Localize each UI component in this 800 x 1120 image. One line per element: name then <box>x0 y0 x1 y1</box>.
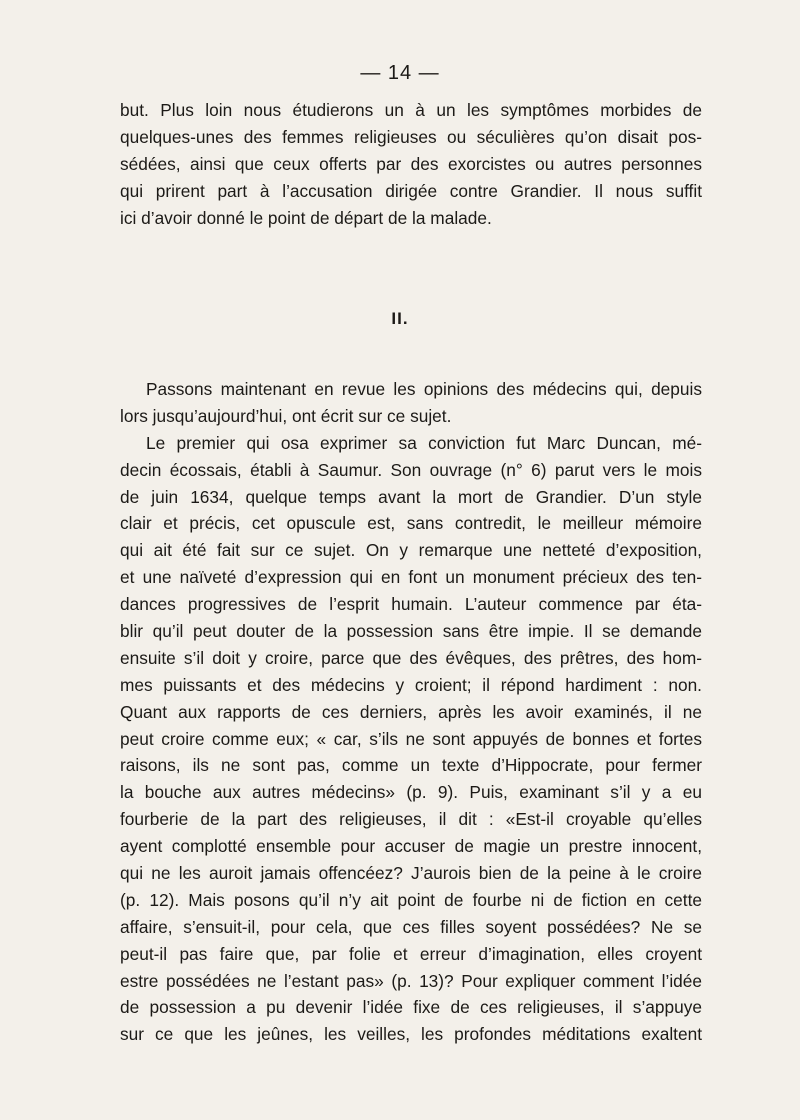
text-line: affaire, s’ensuit-il, pour cela, que ces filles soyent possédées? Ne se <box>120 916 702 937</box>
text-line: estre possédées ne l’estant pas» (p. 13)? Pour expliquer comment l’idée <box>120 970 702 991</box>
text-line: de possession a pu devenir l’idée fixe de ces religieuses, il s’appuye <box>120 997 702 1018</box>
paragraph-1 <box>120 97 702 231</box>
text-line: et une naïveté d’expression qui en font un monument précieux des ten- <box>120 567 702 588</box>
text-line: quelques-unes des femmes religieuses ou séculières qu’on disait pos- <box>120 126 702 147</box>
text-line: but. Plus loin nous étudierons un à un les symptômes morbides de <box>120 100 702 120</box>
page-number: — 14 — <box>360 62 440 84</box>
text-line: la bouche aux autres médecins» (p. 9). Puis, examinant s’il y a eu <box>120 782 702 803</box>
text-line: (p. 12). Mais posons qu’il n’y ait point de fourbe ni de fiction en cette <box>120 889 702 910</box>
text-line: qui prirent part à l’accusation dirigée contre Grandier. Il nous suffit <box>120 180 702 201</box>
text-line: ici d’avoir donné le point de départ de la malade. <box>120 207 492 228</box>
paragraph-2 <box>120 376 702 1048</box>
text-line: fourberie de la part des religieuses, il dit : «Est-il croyable qu’elles <box>120 809 702 830</box>
text-line: mes puissants et des médecins y croient; il répond hardiment : non. <box>120 674 702 695</box>
section-heading: II. <box>391 309 409 328</box>
text-line: blir qu’il peut douter de la possession sans être impie. Il se demande <box>120 621 702 642</box>
text-line: raisons, ils ne sont pas, comme un texte d’Hippocrate, pour fermer <box>120 755 702 776</box>
text-line: de juin 1634, quelque temps avant la mort de Grandier. D’un style <box>120 486 702 507</box>
text-line: sédées, ainsi que ceux offerts par des exorcistes ou autres personnes <box>120 153 702 174</box>
text-line: qui ait été fait sur ce sujet. On y remarque une netteté d’exposition, <box>120 540 702 561</box>
text-line: dances progressives de l’esprit humain. L’auteur commence par éta- <box>120 594 702 615</box>
text-line: Passons maintenant en revue les opinions des médecins qui, depuis <box>146 379 702 399</box>
text-line: decin écossais, établi à Saumur. Son ouvrage (n° 6) parut vers le mois <box>120 459 702 480</box>
text-line: ensuite s’il doit y croire, parce que des évêques, des prêtres, des hom- <box>120 647 702 668</box>
text-line: lors jusqu’aujourd’hui, ont écrit sur ce sujet. <box>120 405 452 426</box>
text-line: Le premier qui osa exprimer sa conviction fut Marc Duncan, mé- <box>146 432 702 453</box>
text-line: sur ce que les jeûnes, les veilles, les profondes méditations exaltent <box>120 1024 702 1045</box>
text-line: clair et précis, cet opuscule est, sans contredit, le meilleur mémoire <box>120 513 702 534</box>
text-line: Quant aux rapports de ces derniers, après les avoir examinés, il ne <box>120 701 702 722</box>
text-line: qui ne les auroit jamais offencéez? J’aurois bien de la peine à le croire <box>120 863 702 884</box>
text-line: ayent complotté ensemble pour accuser de magie un prestre innocent, <box>120 836 702 857</box>
text-line: peut croire comme eux; « car, s’ils ne sont appuyés de bonnes et fortes <box>120 728 702 749</box>
text-line: peut-il pas faire que, par folie et erreur d’imagination, elles croyent <box>120 943 702 964</box>
